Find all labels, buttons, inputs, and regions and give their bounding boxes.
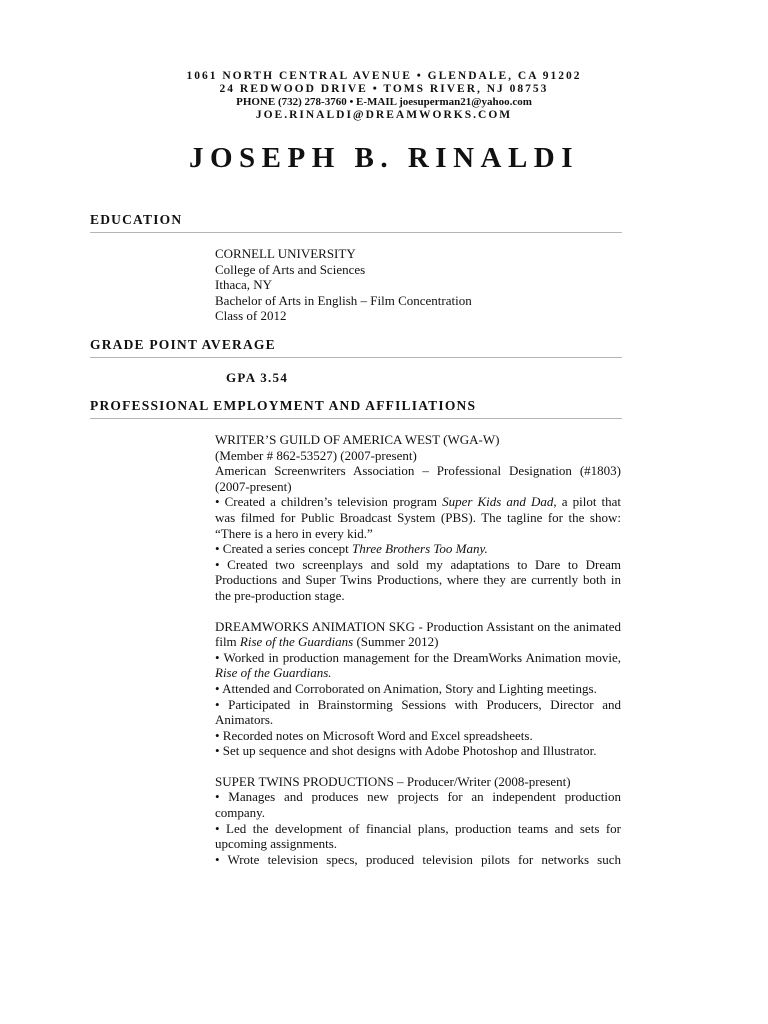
film-title: Rise of the Guardians — [239, 634, 354, 650]
work-email-line: JOE.RINALDI@DREAMWORKS.COM — [255, 109, 513, 121]
candidate-name: JOSEPH B. RINALDI — [188, 142, 580, 174]
super-twins-bullet-2: • Led the development of financial plans, production teams and sets for upcoming assignments. — [215, 820, 621, 852]
wga-bullet-1 — [215, 494, 621, 541]
school-name: CORNELL UNIVERSITY — [215, 246, 356, 261]
super-twins-bullet-3: • Wrote television specs, produced television pilots for networks such — [215, 851, 621, 867]
class-year: Class of 2012 — [215, 308, 287, 324]
wga-bullet-2 — [215, 541, 621, 557]
program-title: Super Kids and Dad — [442, 494, 554, 510]
address-line-2: 24 REDWOOD DRIVE • TOMS RIVER, NJ 08753 — [219, 83, 549, 95]
wga-bullet-3: • Created two screenplays and sold my adaptations to Dare to Dream Productions and Super Twins Productions, where they are currently both in the pre-production stage. — [215, 556, 621, 603]
spacer — [215, 759, 621, 774]
wga-title: WRITER’S GUILD OF AMERICA WEST (WGA-W) — [215, 432, 500, 447]
college-name: College of Arts and Sciences — [215, 261, 366, 277]
address-line-1: 1061 NORTH CENTRAL AVENUE • GLENDALE, CA 91202 — [186, 70, 582, 82]
dreamworks-bullet-1 — [215, 650, 621, 681]
series-title: Three Brothers Too Many. — [352, 541, 488, 557]
bullet-text: , a pilot that was filmed for Public Broadcast System (PBS). The tagline for the show: “There is a hero in every kid.” — [215, 494, 622, 541]
contact-block — [0, 70, 768, 122]
dreamworks-bullet-4: • Recorded notes on Microsoft Word and Excel spreadsheets. — [215, 727, 533, 743]
employment-heading: PROFESSIONAL EMPLOYMENT AND AFFILIATIONS — [90, 398, 622, 419]
bullet-text: • Created a children’s television program — [215, 494, 443, 510]
wga-membership: (Member # 862-53527) (2007-present) — [215, 447, 417, 463]
dreamworks-bullet-2: • Attended and Corroborated on Animation, Story and Lighting meetings. — [215, 680, 597, 696]
job-dates: (Summer 2012) — [353, 634, 439, 650]
gpa-value: GPA 3.54 — [226, 370, 289, 385]
dreamworks-bullet-5: • Set up sequence and shot designs with Adobe Photoshop and Illustrator. — [215, 743, 597, 759]
employment-block — [215, 432, 621, 867]
bullet-text: • Worked in production management for the DreamWorks Animation movie, — [215, 649, 621, 665]
dreamworks-bullet-3: • Participated in Brainstorming Sessions with Producers, Director and Animators. — [215, 696, 621, 728]
degree: Bachelor of Arts in English – Film Concentration — [215, 292, 472, 308]
asa-designation: American Screenwriters Association – Professional Designation (#1803) (2007-present) — [215, 463, 621, 494]
phone-email-line: PHONE (732) 278-3760 • E-MAIL joesuperman21@yahoo.com — [236, 96, 532, 108]
film-title: Rise of the Guardians. — [215, 665, 332, 681]
education-block — [215, 246, 621, 324]
spacer — [215, 604, 621, 619]
job-title-text: DREAMWORKS ANIMATION SKG - Production Assistant on the animated film — [215, 618, 621, 650]
education-heading: EDUCATION — [90, 212, 622, 233]
super-twins-bullet-1: • Manages and produces new projects for an independent production company. — [215, 789, 621, 821]
super-twins-title: SUPER TWINS PRODUCTIONS – Producer/Writer (2008-present) — [215, 773, 571, 789]
bullet-text: • Created a series concept — [215, 541, 353, 557]
dreamworks-title — [215, 619, 621, 650]
gpa-heading: GRADE POINT AVERAGE — [90, 337, 622, 358]
school-location: Ithaca, NY — [215, 277, 273, 293]
